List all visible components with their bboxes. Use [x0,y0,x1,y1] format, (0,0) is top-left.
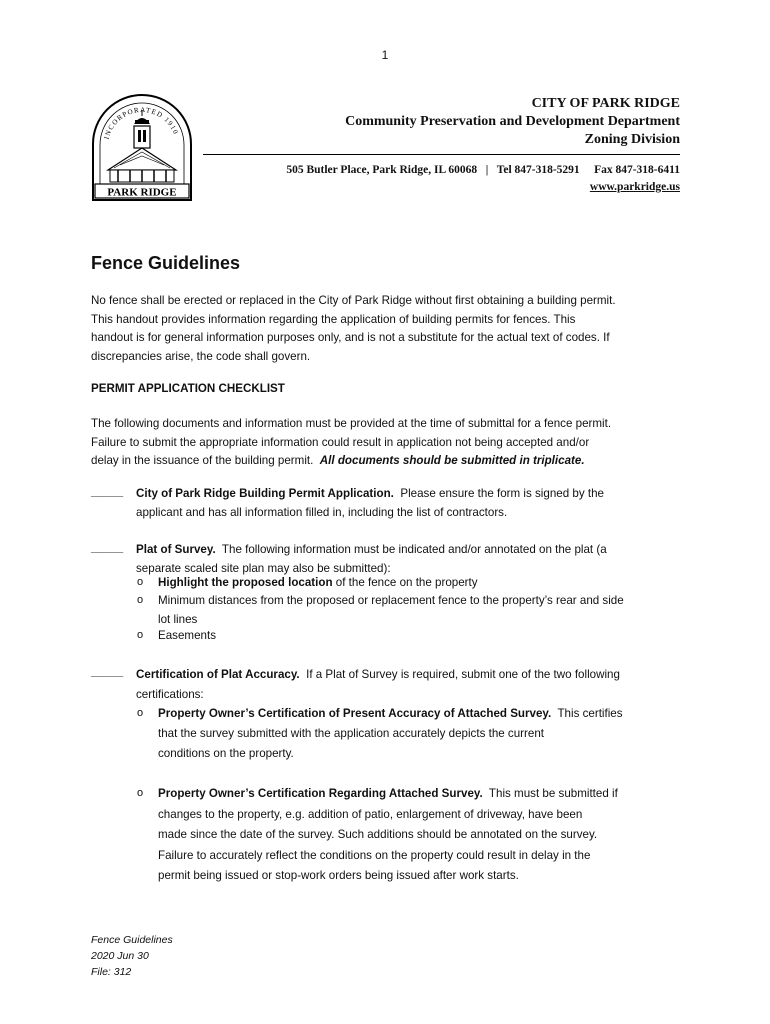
page-footer [91,932,173,980]
sub-text: conditions on the property. [158,747,294,760]
checklist-item-survey [136,541,696,578]
intro-line: discrepancies arise, the code shall govern. [91,349,311,363]
contact-info [286,162,680,196]
checkbox-blank-survey[interactable]: _____ [91,541,124,554]
sub-bold: Highlight the proposed location [158,576,333,589]
item-title: City of Park Ridge Building Permit Application. [136,487,394,500]
sub-text: lot lines [158,612,198,626]
sub-text: changes to the property, e.g. addition of patio, enlargement of driveway, have been [158,807,583,821]
sub-text: Minimum distances from the proposed or replacement fence to the property’s rear and side [158,594,624,607]
checkbox-blank-application[interactable]: _____ [91,485,124,498]
checklist-intro-line: Failure to submit the appropriate information could result in application not being accepted and/or [91,435,590,449]
triplicate-note: All documents should be submitted in triplicate. [319,454,585,467]
city-name: CITY OF PARK RIDGE [531,96,680,111]
checklist-heading: PERMIT APPLICATION CHECKLIST [91,382,285,395]
checkbox-blank-certification[interactable]: _____ [91,665,124,678]
park-ridge-seal-logo [90,92,194,202]
website-link[interactable]: www.parkridge.us [589,181,680,193]
sub-text: This certifies [551,707,623,720]
svg-text:INCORPORATED 1910: INCORPORATED 1910 [102,105,180,141]
intro-line: No fence shall be erected or replaced in the City of Park Ridge without first obtaining a building permit. [91,294,616,307]
intro-paragraph [91,292,691,366]
sub-text: of the fence on the property [332,576,478,589]
item-text: If a Plat of Survey is required, submit one of the two following [299,668,620,681]
checklist-intro-line [91,452,691,471]
item-text: Please ensure the form is signed by the [393,487,604,500]
address: 505 Butler Place, Park Ridge, IL 60068 [286,164,478,176]
survey-sub-distances [158,592,698,629]
separator: | [485,164,489,176]
checklist-item-application [136,485,696,522]
intro-line: handout is for general information purposes only, and is not a substitute for the actual text of codes. If [91,331,610,344]
item-title: Certification of Plat Accuracy. [136,668,300,681]
bullet-icon: o [137,594,144,606]
bullet-icon: o [137,576,144,588]
checklist-intro-text: delay in the issuance of the building permit. [91,454,320,467]
survey-sub-easements: Easements [158,629,216,642]
item-text: applicant and has all information filled in, including the list of contractors. [136,505,508,519]
certification-option-present-accuracy [158,704,698,764]
sub-text: This must be submitted if [482,787,618,800]
sub-text: that the survey submitted with the application accurately depicts the current [158,727,545,740]
sub-bold: Property Owner’s Certification Regarding Attached Survey. [158,787,483,800]
bullet-icon: o [137,629,144,641]
checklist-intro-line: The following documents and information must be provided at the time of submittal for a fence permit. [91,417,612,430]
fax: Fax 847-318-6411 [594,164,680,176]
item-text: certifications: [136,687,204,701]
intro-line: This handout provides information regarding the application of building permits for fences. This [91,312,576,326]
checklist-item-certification [136,665,696,704]
footer-file: File: 312 [91,966,132,978]
footer-date: 2020 Jun 30 [91,950,149,962]
item-title: Plat of Survey. [136,543,216,556]
page-number: 1 [381,48,389,62]
sub-text: made since the date of the survey. Such additions should be annotated on the survey. [158,828,598,841]
item-text: The following information must be indicated and/or annotated on the plat (a [215,543,607,556]
bullet-icon: o [137,787,144,799]
footer-title: Fence Guidelines [91,934,173,946]
department-name: Community Preservation and Development Department [345,114,680,129]
page-title: Fence Guidelines [91,253,241,273]
division-name: Zoning Division [584,132,680,147]
certification-option-attached-survey [158,784,698,887]
telephone: Tel 847-318-5291 [496,164,580,176]
org-header [345,95,680,149]
sub-text: permit being issued or stop-work orders being issued after work starts. [158,869,519,882]
checklist-intro [91,415,691,471]
sub-text: Failure to accurately reflect the conditions on the property could result in delay in the [158,848,591,862]
svg-text:PARK RIDGE: PARK RIDGE [107,186,177,199]
bullet-icon: o [137,707,144,719]
header-divider [203,154,680,155]
item-text: separate scaled site plan may also be submitted): [136,561,391,575]
sub-bold: Property Owner’s Certification of Present Accuracy of Attached Survey. [158,707,552,720]
survey-sub-highlight [158,574,478,593]
